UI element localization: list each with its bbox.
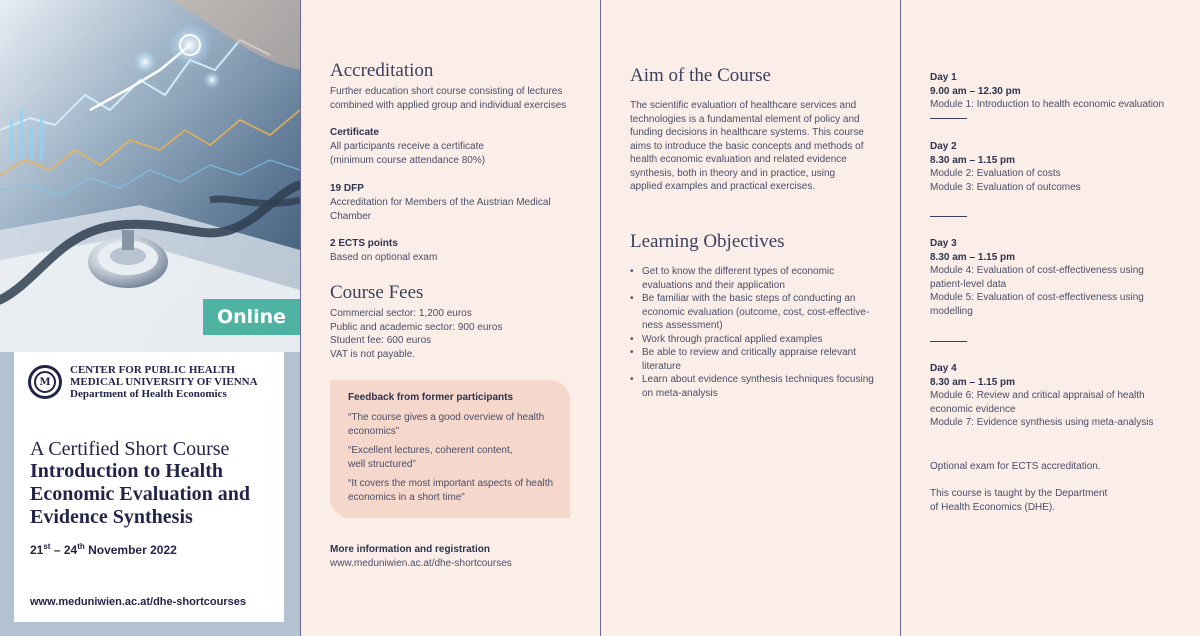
module-line: Module 2: Evaluation of costs — [930, 168, 1061, 179]
more-info-label: More information and registration — [330, 544, 491, 555]
day-2-block — [930, 140, 1180, 194]
objective-item: • Get to know the different types of economic evaluations and their application — [630, 265, 875, 292]
cover-url-link[interactable]: www.meduniwien.ac.at/dhe-shortcourses — [30, 596, 246, 608]
university-logo — [28, 364, 258, 400]
objectives-list — [630, 265, 875, 400]
cover-panel — [0, 0, 300, 636]
dfp-text: Accreditation for Members of the Austrian Medical Chamber — [330, 197, 551, 222]
day-time: 8.30 am – 1.15 pm — [930, 376, 1016, 388]
logo-line-1: CENTER FOR PUBLIC HEALTH — [70, 364, 235, 376]
fee-line: Student fee: 600 euros — [330, 335, 432, 346]
course-dates: 21st – 24th November 2022 — [30, 542, 177, 557]
dfp-label: 19 DFP — [330, 183, 364, 194]
day-time: 8.30 am – 1.15 pm — [930, 154, 1016, 166]
divider — [930, 118, 967, 119]
cover-kicker: A Certified Short Course — [30, 438, 230, 460]
fee-line: Commercial sector: 1,200 euros — [330, 308, 472, 319]
day-3-block — [930, 237, 1180, 318]
cover-card — [14, 352, 284, 622]
day-title: Day 3 — [930, 238, 957, 249]
objective-item: • Be able to review and critically appraise relevant literature — [630, 346, 875, 373]
day-1-block — [930, 71, 1180, 112]
feedback-title: Feedback from former participants — [348, 392, 514, 403]
feedback-quote: “The course gives a good overview of health economics” — [348, 412, 545, 437]
university-seal-icon: M — [28, 365, 62, 399]
feedback-quote: “It covers the most important aspects of health economics in a short time” — [348, 478, 554, 503]
day-title: Day 1 — [930, 72, 957, 83]
divider — [930, 341, 967, 342]
feedback-box — [330, 380, 570, 518]
objective-item: • Work through practical applied examples — [630, 333, 875, 347]
fee-line: VAT is not payable. — [330, 348, 416, 360]
certificate-text: All participants receive a certificate (minimum course attendance 80%) — [330, 141, 486, 166]
taught-by-note: This course is taught by the Department of Health Economics (DHE). — [930, 488, 1108, 513]
module-line: Module 3: Evaluation of outcomes — [930, 181, 1081, 193]
ects-label: 2 ECTS points — [330, 238, 398, 249]
module-line: Module 1: Introduction to health economic evaluation — [930, 99, 1165, 110]
day-title: Day 2 — [930, 141, 957, 152]
day-title: Day 4 — [930, 363, 957, 374]
certificate-label: Certificate — [330, 127, 379, 138]
aim-heading: Aim of the Course — [630, 65, 771, 86]
day-4-block — [930, 362, 1180, 430]
module-line: Module 7: Evidence synthesis using meta-analysis — [930, 417, 1154, 428]
objective-item: • Be familiar with the basic steps of conducting an economic evaluation (outcome, cost, cost-effective-ness assessment) — [630, 292, 875, 333]
module-line: Module 5: Evaluation of cost-effectiveness using modelling — [930, 292, 1144, 317]
accreditation-heading: Accreditation — [330, 60, 434, 81]
day-time: 9.00 am – 12.30 pm — [930, 85, 1021, 97]
module-line: Module 4: Evaluation of cost-effectiveness using patient-level data — [930, 265, 1144, 290]
objectives-heading: Learning Objectives — [630, 231, 785, 252]
cover-title: Introduction to Health Economic Evaluation and Evidence Synthesis — [30, 460, 251, 528]
more-info-url-link[interactable]: www.meduniwien.ac.at/dhe-shortcourses — [330, 558, 512, 569]
day-time: 8.30 am – 1.15 pm — [930, 251, 1016, 263]
feedback-quote: “Excellent lectures, coherent content, well structured” — [348, 445, 513, 470]
ects-text: Based on optional exam — [330, 252, 438, 263]
aim-text: The scientific evaluation of healthcare services and technologies is a fundamental element of policy and funding decisions in healthcare systems. This course aims to introduce the basic concepts and methods of health economic evaluation and related evidence synthesis, both in theory and in practice, using applied examples and practical exercises. — [630, 100, 864, 192]
cover-photo — [0, 0, 300, 352]
objective-item: • Learn about evidence synthesis techniques focusing on meta-analysis — [630, 373, 875, 400]
module-line: Module 6: Review and critical appraisal of health economic evidence — [930, 390, 1145, 415]
logo-line-3: Department of Health Economics — [70, 388, 227, 400]
fee-line: Public and academic sector: 900 euros — [330, 321, 503, 333]
online-badge: Online — [203, 299, 300, 335]
divider — [930, 216, 967, 217]
accreditation-text: Further education short course consisting of lectures combined with applied group and individual exercises — [330, 86, 567, 111]
fees-list — [330, 307, 502, 361]
logo-line-2: MEDICAL UNIVERSITY OF VIENNA — [70, 376, 258, 388]
exam-note: Optional exam for ECTS accreditation. — [930, 461, 1101, 472]
fees-heading: Course Fees — [330, 282, 424, 303]
